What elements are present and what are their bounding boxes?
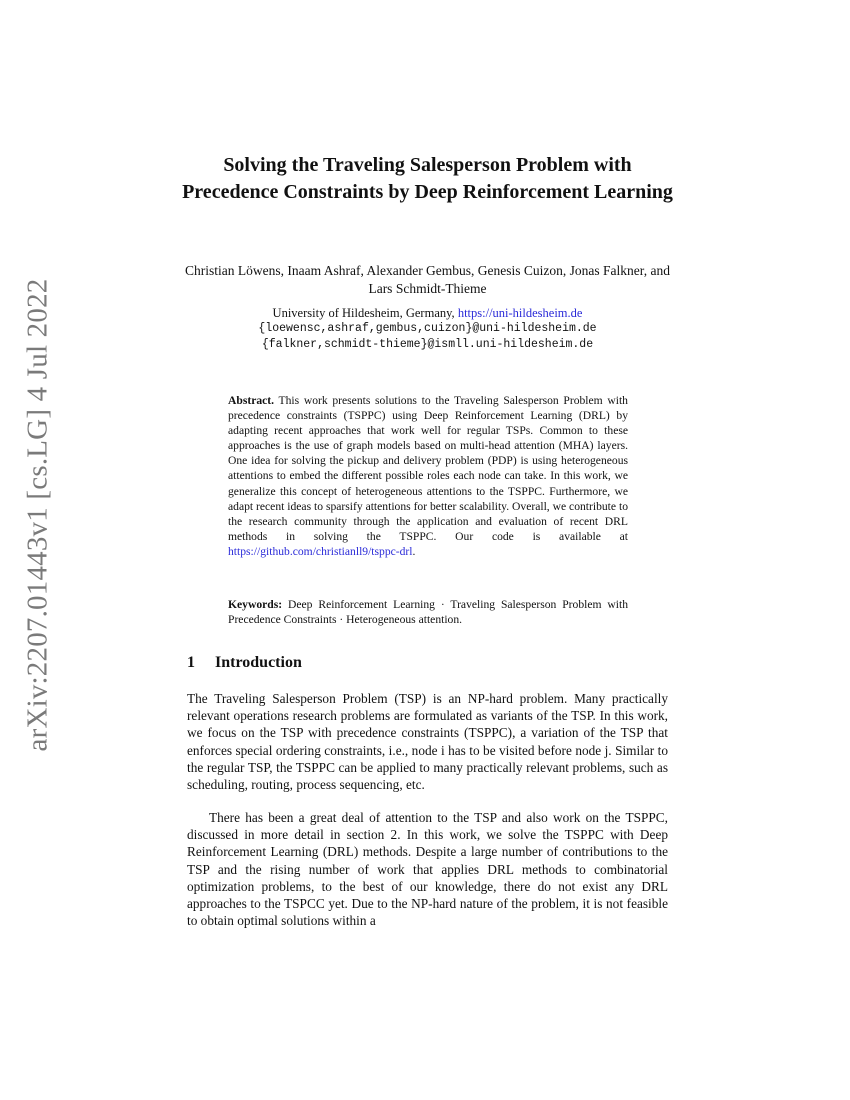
section-title: Introduction (215, 654, 302, 671)
intro-paragraph-2: There has been a great deal of attention to the TSP and also work on the TSPPC, discussed in more detail in section 2. In this work, we solve the TSPPC with Deep Reinforcement Learning (DRL) methods. Despite a large number of contributions to the TSP and the rising number of work that applies DRL methods to combinatorial optimization problems, to the best of our knowledge, there do not exist any DRL approaches to the TSPCC yet. Due to the NP-hard nature of the problem, it is not feasible to obtain optimal solutions within a (187, 810, 668, 929)
section-heading (187, 654, 302, 672)
university-link[interactable]: https://uni-hildesheim.de (457, 306, 583, 320)
affiliation-line (175, 305, 680, 321)
abstract-label: Abstract. (228, 394, 275, 407)
paper-title: Solving the Traveling Salesperson Problem with Precedence Constraints by Deep Reinforcement Learning (182, 154, 673, 203)
keywords-text: Deep Reinforcement Learning · Traveling Salesperson Problem with Precedence Constraints · Heterogeneous attention. (228, 598, 628, 627)
abstract-end: . (412, 544, 416, 558)
code-link[interactable]: https://github.com/christianll9/tsppc-drl (228, 544, 413, 558)
author-list: Christian Löwens, Inaam Ashraf, Alexander Gembus, Genesis Cuizon, Jonas Falkner, and Lars Schmidt-Thieme (185, 263, 670, 296)
keywords-label: Keywords: (228, 598, 283, 611)
section-number: 1 (187, 654, 195, 671)
abstract (228, 393, 628, 559)
affiliation-text: University of Hildesheim, Germany, (272, 306, 458, 320)
email-line-2: {falkner,schmidt-thieme}@ismll.uni-hildesheim.de (261, 338, 594, 351)
abstract-text: This work presents solutions to the Traveling Salesperson Problem with precedence constraints (TSPPC) using Deep Reinforcement Learning (DRL) by adapting recent approaches that work well for regular TSPs. Common to these approaches is the use of graph models based on multi-head attention (MHA) layers. One idea for solving the pickup and delivery problem (PDP) is using heterogeneous attentions to embed the different possible roles each node can take. In this work, we generalize this concept of heterogeneous attentions to the TSPPC. Furthermore, we adapt recent ideas to sparsify attentions for better scalability. Overall, we contribute to the research community through the application and evaluation of recent DRL methods in solving the TSPPC. Our code is available at (228, 394, 628, 543)
intro-paragraph-1: The Traveling Salesperson Problem (TSP) is an NP-hard problem. Many practically relevant operations research problems are formulated as variants of the TSP. In this work, we focus on the TSP with precedence constraints (TSPPC), a variation of the TSP that enforces special ordering constraints, i.e., node i has to be visited before node j. Similar to the regular TSP, the TSPPC can be applied to many practically relevant problems, such as scheduling, routing, process sequencing, etc. (187, 691, 668, 793)
arxiv-identifier: arXiv:2207.01443v1 [cs.LG] 4 Jul 2022 (21, 278, 54, 752)
keywords (228, 597, 628, 627)
email-line-1: {loewensc,ashraf,gembus,cuizon}@uni-hildesheim.de (258, 322, 597, 335)
affiliation-block (175, 305, 680, 353)
